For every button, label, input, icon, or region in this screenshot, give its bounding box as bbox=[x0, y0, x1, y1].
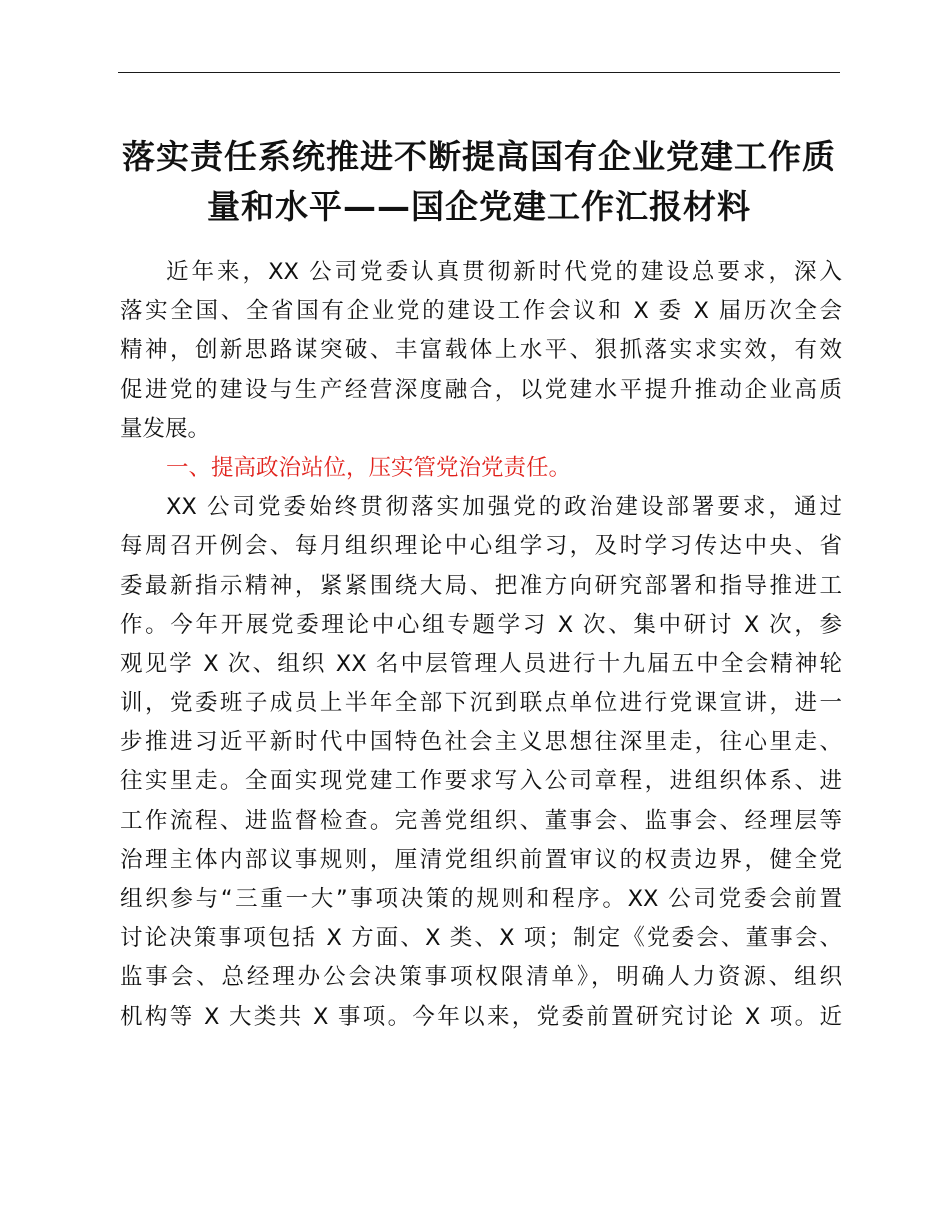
paragraph-line: 落实全国、全省国有企业党的建设工作会议和 X 委 X 届历次全会 bbox=[120, 298, 842, 325]
paragraph-line: 每周召开例会、每月组织理论中心组学习，及时学习传达中央、省 bbox=[120, 533, 842, 560]
paragraph-line: 工作流程、进监督检查。完善党组织、董事会、监事会、经理层等 bbox=[120, 807, 842, 834]
paragraph-line: 往实里走。全面实现党建工作要求写入公司章程，进组织体系、进 bbox=[120, 768, 842, 795]
intro-paragraph bbox=[120, 253, 842, 449]
paragraph-line: 训，党委班子成员上半年全部下沉到联点单位进行党课宣讲，进一 bbox=[120, 690, 842, 717]
title-line-1: 落实责任系统推进不断提高国有企业党建工作质 bbox=[122, 137, 836, 176]
paragraph-line: XX 公司党委始终贯彻落实加强党的政治建设部署要求，通过 bbox=[166, 494, 842, 521]
paragraph-line: 治理主体内部议事规则，厘清党组织前置审议的权责边界，健全党 bbox=[120, 846, 842, 873]
paragraph-line: 量发展。 bbox=[120, 415, 211, 442]
paragraph-line: 机构等 X 大类共 X 事项。今年以来，党委前置研究讨论 X 项。近 bbox=[120, 1003, 842, 1030]
paragraph-line: 讨论决策事项包括 X 方面、X 类、X 项；制定《党委会、董事会、 bbox=[120, 925, 842, 952]
document-body bbox=[120, 253, 842, 1037]
paragraph-line: 作。今年开展党委理论中心组专题学习 X 次、集中研讨 X 次，参 bbox=[120, 611, 842, 638]
paragraph-line: 委最新指示精神，紧紧围绕大局、把准方向研究部署和指导推进工 bbox=[120, 572, 842, 599]
section-1-paragraph bbox=[120, 488, 842, 1037]
paragraph-line: 观见学 X 次、组织 XX 名中层管理人员进行十九届五中全会精神轮 bbox=[120, 650, 842, 677]
document-title bbox=[118, 132, 840, 232]
title-line-2: 量和水平——国企党建工作汇报材料 bbox=[207, 187, 751, 226]
paragraph-line: 近年来，XX 公司党委认真贯彻新时代党的建设总要求，深入 bbox=[166, 259, 842, 285]
paragraph-line: 监事会、总经理办公会决策事项权限清单》，明确人力资源、组织 bbox=[120, 964, 842, 991]
paragraph-line: 促进党的建设与生产经营深度融合，以党建水平提升推动企业高质 bbox=[120, 376, 842, 403]
paragraph-line: 组织参与“三重一大”事项决策的规则和程序。XX 公司党委会前置 bbox=[120, 886, 842, 912]
paragraph-line: 精神，创新思路谋突破、丰富载体上水平、狠抓落实求实效，有效 bbox=[120, 337, 842, 364]
paragraph-line: 步推进习近平新时代中国特色社会主义思想往深里走，往心里走、 bbox=[120, 729, 842, 756]
section-heading: 一、提高政治站位，压实管党治党责任。 bbox=[166, 454, 572, 481]
header-rule bbox=[118, 72, 840, 73]
